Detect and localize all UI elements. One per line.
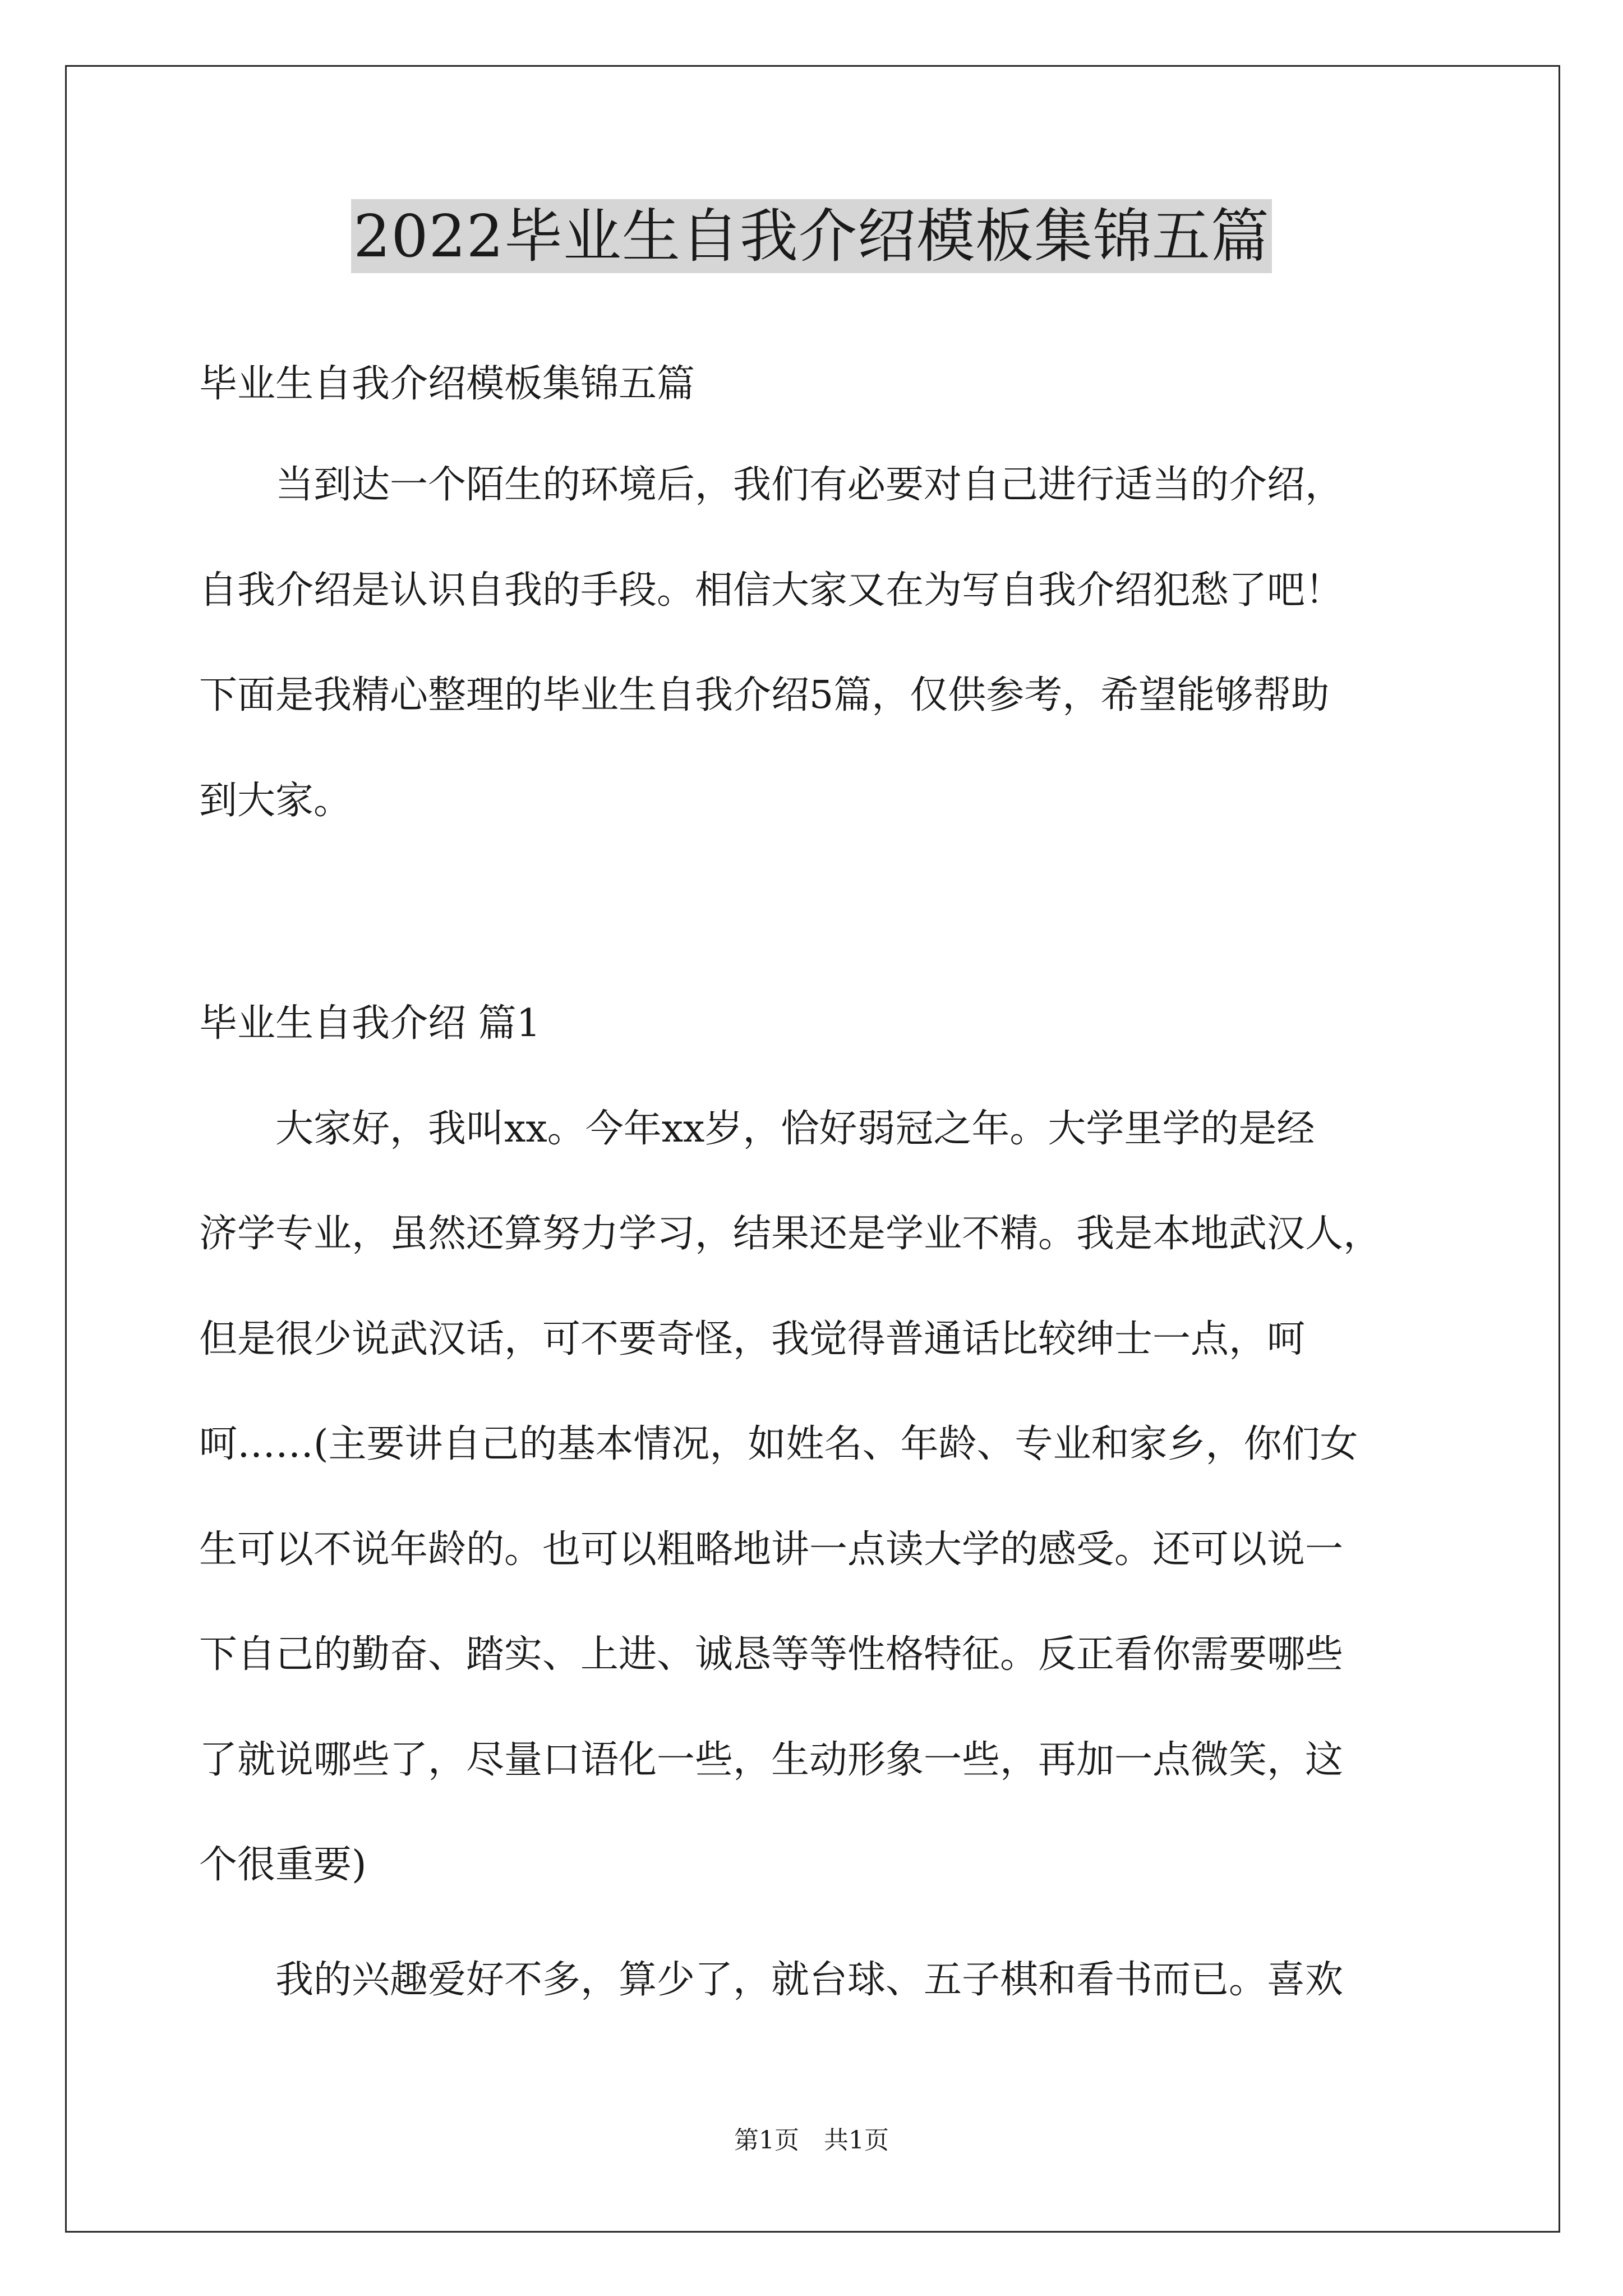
page-footer: 第1页 共1页 [734,2126,889,2155]
body-line: 大家好，我叫xx。今年xx岁，恰好弱冠之年。大学里学的是经 [199,1107,1315,1151]
body-line: 生可以不说年龄的。也可以粗略地讲一点读大学的感受。还可以说一 [199,1527,1344,1572]
intro-line: 下面是我精心整理的毕业生自我介绍5篇，仅供参考，希望能够帮助 [199,673,1330,717]
document-title: 2022毕业生自我介绍模板集锦五篇 [351,199,1272,273]
intro-line: 到大家。 [199,779,352,823]
body-line: 但是很少说武汉话，可不要奇怪，我觉得普通话比较绅士一点，呵 [199,1317,1306,1361]
intro-line: 自我介绍是认识自我的手段。相信大家又在为写自我介绍犯愁了吧！ [199,568,1344,613]
body-line: 了就说哪些了，尽量口语化一些，生动形象一些，再加一点微笑，这 [199,1738,1344,1782]
document-subtitle: 毕业生自我介绍模板集锦五篇 [199,362,695,406]
body-line: 下自己的勤奋、踏实、上进、诚恳等等性格特征。反正看你需要哪些 [199,1632,1344,1677]
section-heading: 毕业生自我介绍 篇1 [199,1001,541,1046]
body-line: 呵……(主要讲自己的基本情况，如姓名、年龄、专业和家乡，你们女 [199,1422,1358,1466]
title-container [0,199,1623,273]
body-line: 个很重要) [199,1843,367,1887]
body-line: 我的兴趣爱好不多，算少了，就台球、五子棋和看书而已。喜欢 [199,1958,1344,2002]
intro-line: 当到达一个陌生的环境后，我们有必要对自己进行适当的介绍， [199,463,1344,507]
body-line: 济学专业，虽然还算努力学习，结果还是学业不精。我是本地武汉人， [199,1212,1382,1256]
